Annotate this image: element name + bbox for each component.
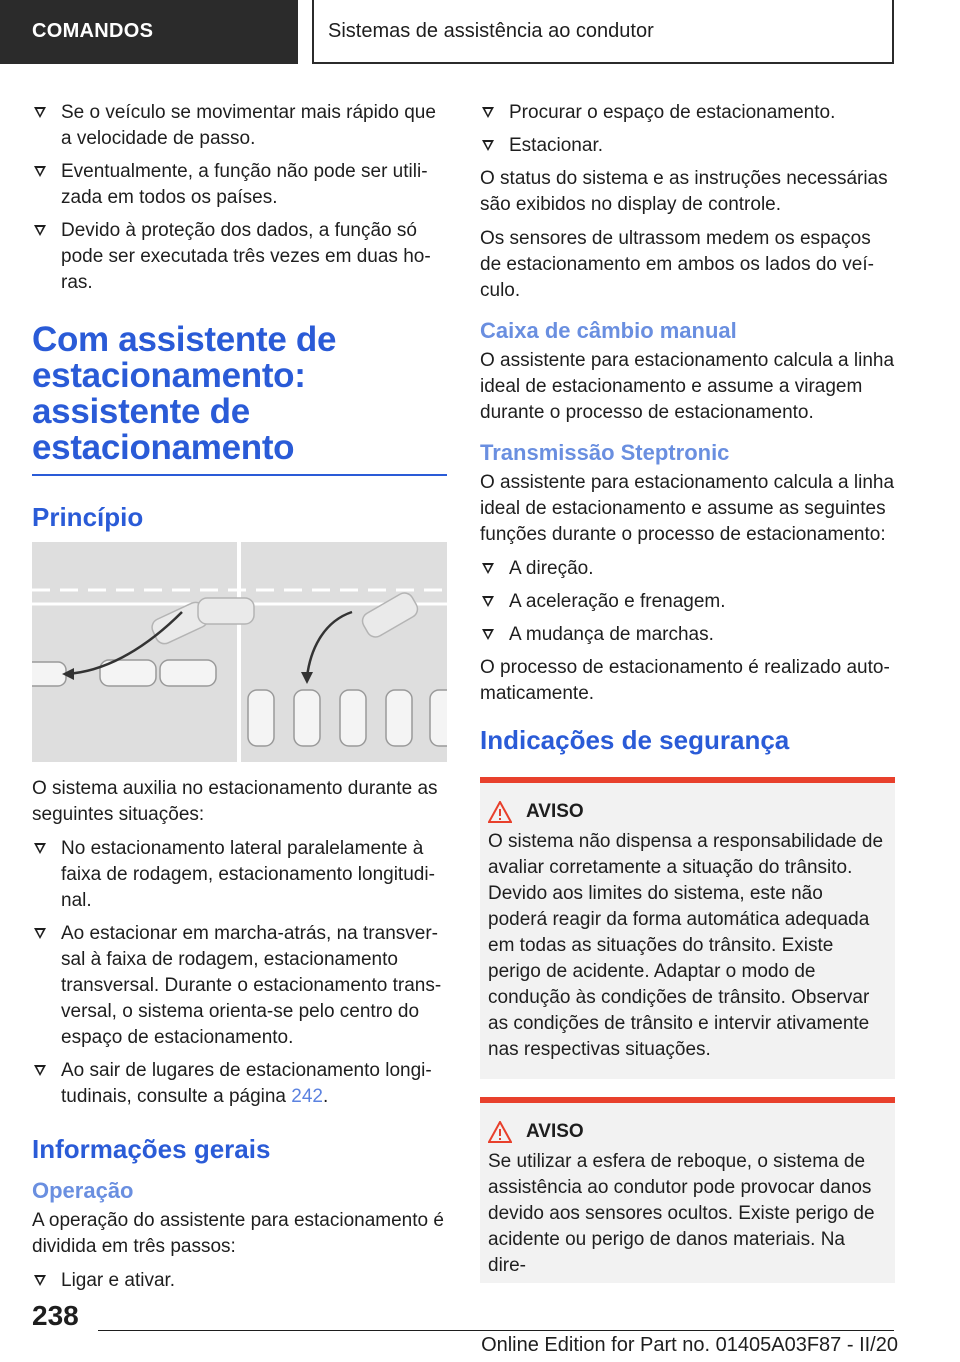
warning-box: [480, 1097, 895, 1283]
warning-triangle-icon: [488, 801, 512, 823]
sensors-paragraph: Os sensores de ultrassom medem os espaços de estacionamento em ambos os lados do veículo.: [480, 228, 874, 301]
intro-paragraph: O sistema auxilia no estacionamento durante as seguintes situações:: [32, 778, 438, 825]
warning-title: AVISO: [526, 801, 584, 822]
warning-text: Se utilizar a esfera de reboque, o sistema de assistência ao condutor pode provocar danos devido aos sensores ocultos. Existe perigo de acidente ou perigo de danos materiais. Na dire-: [488, 1151, 875, 1276]
bullet-triangle-icon: [482, 629, 494, 640]
page-link[interactable]: 242: [291, 1086, 323, 1107]
bullet-triangle-icon: [34, 166, 46, 177]
list-item: Eventualmente, a função não pode ser utilizada em todos os países.: [32, 159, 447, 211]
header-section-tab: [0, 0, 298, 64]
chapter-heading: Com assistente de estacionamento: assistente de estacionamento: [32, 322, 447, 476]
bullet-triangle-icon: [34, 225, 46, 236]
bullet-triangle-icon: [482, 107, 494, 118]
general-info-heading: Informações gerais: [32, 1134, 271, 1164]
list-item: Devido à proteção dos dados, a função só pode ser executada três vezes em duas horas.: [32, 218, 447, 296]
situations-list: [32, 836, 447, 1110]
page-number: 238: [32, 1300, 79, 1331]
list-item: A aceleração e frenagem.: [480, 589, 895, 615]
bullet-triangle-icon: [482, 596, 494, 607]
manual-paragraph: O assistente para estacionamento calcula a linha ideal de estacionamento e assume a viragem durante o processo de estacionamento.: [480, 350, 895, 423]
list-item: Ao sair de lugares de estacionamento longitudinais, consulte a página 242.: [32, 1058, 447, 1110]
warning-text: O sistema não dispensa a responsabilidade de avaliar corretamente a situação do trânsito. Devido aos limites do sistema, este não poderá reagir da forma automática adequada em todas as situações do trânsito. Existe perigo de acidente. Adaptar o modo de condução às condições de trânsito. Observar as condições de trânsito e intervir ativamente nas respectivas situações.: [488, 831, 884, 1060]
bullet-triangle-icon: [482, 563, 494, 574]
bullet-triangle-icon: [482, 140, 494, 151]
warning-title: AVISO: [526, 1121, 584, 1142]
list-item: Ligar e ativar.: [32, 1268, 447, 1294]
safety-heading: Indicações de segurança: [480, 725, 790, 755]
list-item: Estacionar.: [480, 133, 895, 159]
list-item: A direção.: [480, 556, 895, 582]
conditions-list: [32, 100, 447, 296]
operation-paragraph: A operação do assistente para estacionamento é dividida em três passos:: [32, 1210, 444, 1257]
list-item: Ao estacionar em marcha-atrás, na transversal à faixa de rodagem, estacionamento transversal. Durante o estacionamento transversal, o sistema orienta-se pelo centro do espaço de estacionamento.: [32, 921, 447, 1051]
steps-list: [32, 1268, 447, 1294]
bullet-triangle-icon: [34, 107, 46, 118]
left-column: [32, 100, 447, 1301]
list-item: A mudança de marchas.: [480, 622, 895, 648]
bullet-triangle-icon: [34, 843, 46, 854]
automatic-paragraph: O processo de estacionamento é realizado automaticamente.: [480, 657, 890, 704]
functions-list: [480, 556, 895, 648]
header-title-box: [312, 0, 894, 64]
list-item: Procurar o espaço de estacionamento.: [480, 100, 895, 126]
status-paragraph: O status do sistema e as instruções necessárias são exibidos no display de controle.: [480, 168, 888, 215]
bullet-triangle-icon: [34, 1275, 46, 1286]
principle-heading: Princípio: [32, 502, 144, 532]
bullet-triangle-icon: [34, 1065, 46, 1076]
operation-heading: Operação: [32, 1178, 134, 1203]
manual-gearbox-heading: Caixa de câmbio manual: [480, 318, 737, 343]
list-item: Se o veículo se movimentar mais rápido que a velocidade de passo.: [32, 100, 447, 152]
warning-triangle-icon: [488, 1121, 512, 1143]
header-title: Sistemas de assistência ao condutor: [328, 20, 654, 42]
parking-illustration: [32, 542, 447, 762]
right-column: [480, 100, 895, 1283]
list-item: No estacionamento lateral paralelamente à faixa de rodagem, estacionamento longitudinal.: [32, 836, 447, 914]
header-section-label: COMANDOS: [32, 20, 154, 42]
bullet-triangle-icon: [34, 928, 46, 939]
footer-edition: Online Edition for Part no. 01405A03F87 - II/20: [481, 1334, 898, 1356]
warning-box: [480, 777, 895, 1079]
steptronic-paragraph: O assistente para estacionamento calcula a linha ideal de estacionamento e assume as seguintes funções durante o processo de estacionamento:: [480, 472, 895, 545]
footer-divider: [98, 1330, 894, 1331]
steps-list-continued: [480, 100, 895, 159]
steptronic-heading: Transmissão Steptronic: [480, 440, 730, 465]
